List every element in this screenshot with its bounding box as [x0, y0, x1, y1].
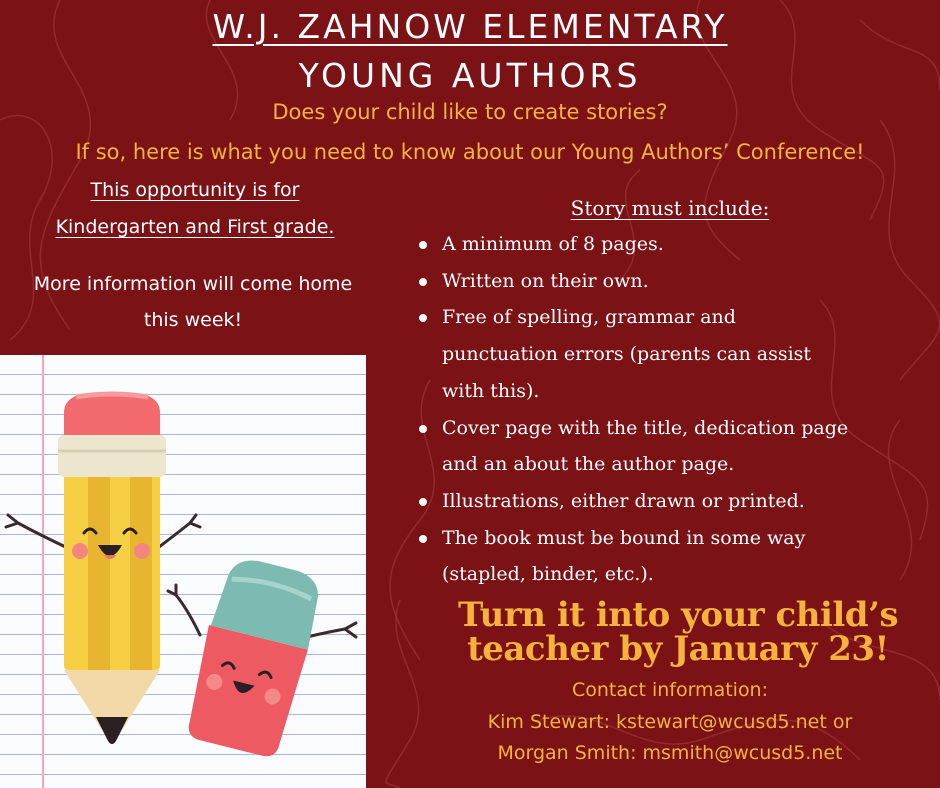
eraser-left-arm	[168, 585, 200, 635]
eligibility-line-2	[20, 208, 370, 246]
requirements-list	[414, 226, 934, 593]
contact-kim-stewart: Kim Stewart: kstewart@wcusd5.net or	[487, 711, 853, 733]
requirement-line: (stapled, binder, etc.).	[442, 563, 654, 586]
intro-question: Does your child like to create stories?	[272, 100, 668, 124]
requirement-item	[414, 226, 934, 263]
requirement-line: Cover page with the title, dedication page	[442, 416, 849, 439]
deadline-line-2: teacher by January 23!	[467, 629, 889, 669]
more-info-line-1: More information will come home	[33, 273, 353, 295]
requirement-line: A minimum of 8 pages.	[442, 233, 664, 255]
more-info-line-2: this week!	[143, 309, 243, 331]
requirement-line: punctuation errors (parents can assist	[442, 343, 812, 366]
requirement-line: Written on their own.	[442, 269, 649, 292]
eraser-character	[181, 553, 325, 760]
requirement-line: The book must be bound in some way	[442, 526, 806, 549]
pencil-eraser-illustration	[0, 355, 366, 788]
eligibility-text-1: This opportunity is for	[90, 179, 300, 201]
requirement-line: and an about the author page.	[442, 453, 735, 476]
eligibility-text-2: Kindergarten and First grade.	[55, 216, 335, 238]
more-info	[8, 266, 378, 338]
intro-statement: If so, here is what you need to know about our Young Authors’ Conference!	[75, 140, 865, 164]
pencil-right-arm	[155, 515, 200, 550]
contact-morgan-smith: Morgan Smith: msmith@wcusd5.net	[497, 742, 843, 764]
requirement-item	[414, 299, 934, 409]
requirement-item	[414, 520, 934, 593]
requirements-heading: Story must include:	[570, 196, 770, 220]
requirement-line: with this).	[442, 379, 540, 402]
requirement-item	[414, 483, 934, 520]
requirement-line: Illustrations, either drawn or printed.	[442, 489, 805, 512]
contact-heading: Contact information:	[571, 679, 769, 701]
pencil-left-arm	[6, 515, 72, 550]
pencil-character	[58, 393, 166, 744]
requirement-item	[414, 410, 934, 483]
requirement-line: Free of spelling, grammar and	[442, 306, 736, 329]
eligibility-line-1	[20, 171, 370, 209]
requirement-item	[414, 263, 934, 300]
program-title: YOUNG AUTHORS	[298, 56, 642, 95]
deadline-line-1: Turn it into your child’s	[457, 595, 899, 635]
deadline-callout	[408, 595, 940, 669]
school-title: W.J. ZAHNOW ELEMENTARY	[212, 7, 728, 46]
